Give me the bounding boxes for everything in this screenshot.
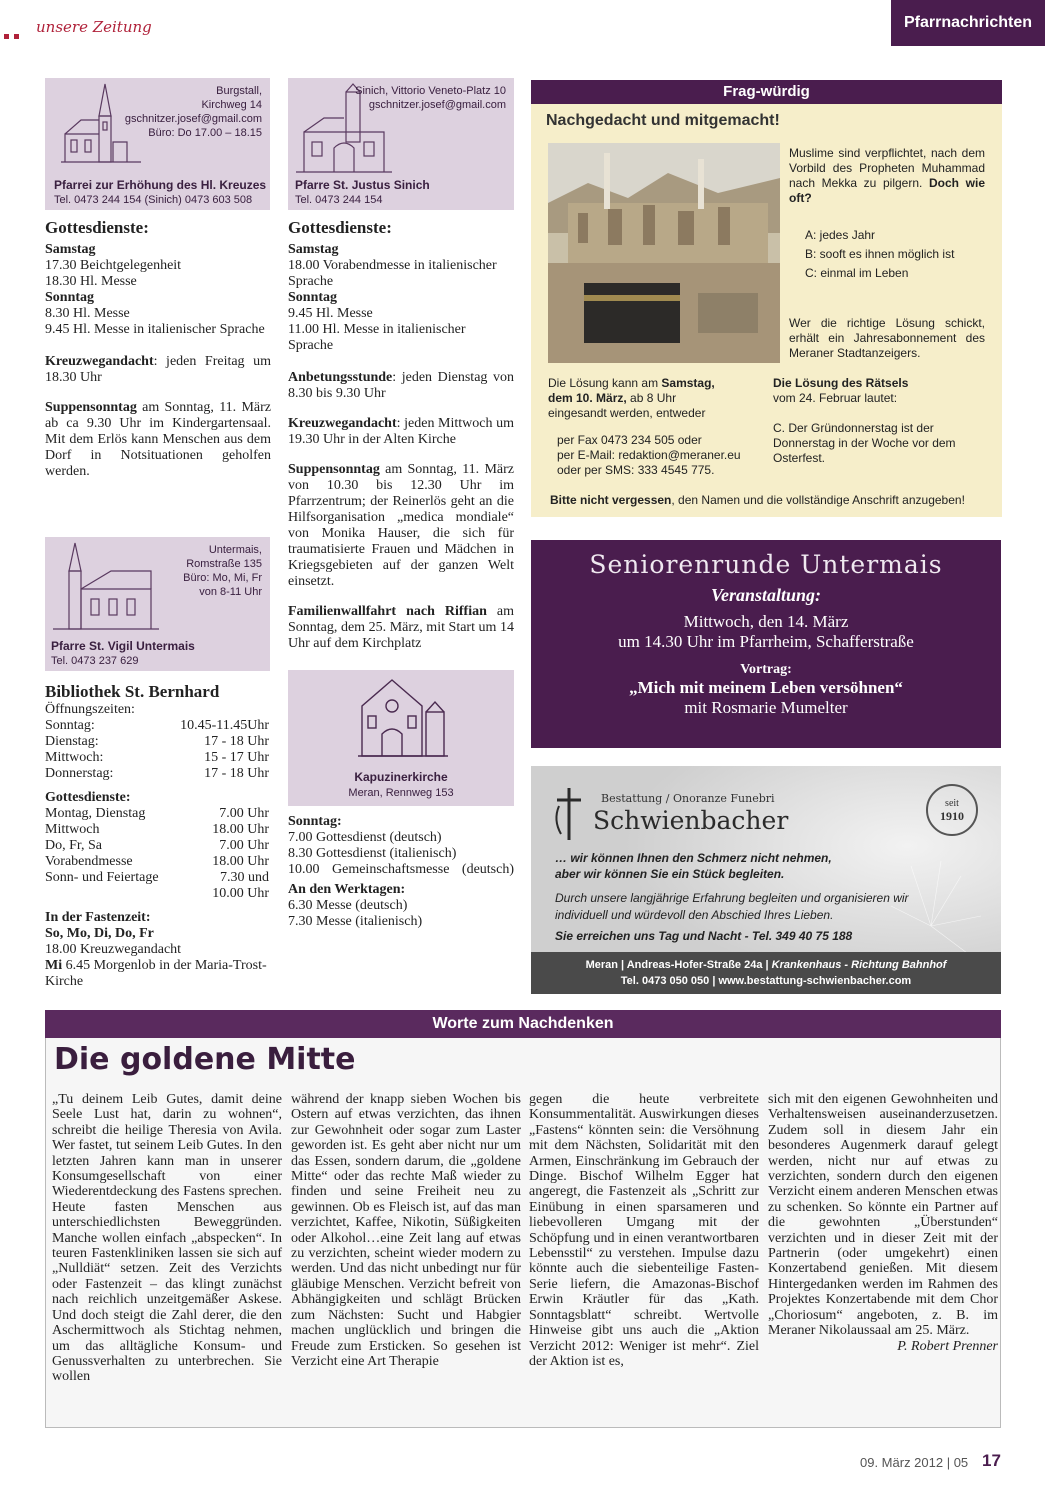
parish-box-justus [288,78,514,210]
funeral-ad [531,766,1001,994]
article-column-2: während der knapp sieben Wochen bis Ostern auf etwas verzichten, das ihnen zur Gewohnheit oder sogar zum Laster geworden ist. Es geht aber nicht nur um das Essen, sondern darum, die „goldene Mitte“ oder das rechte Maß wieder zu finden und seine Freiheit neu zu gewinnen. Ob es Fleisch ist, auf das man verzichtet, Kaffee, Nikotin, Süßigkeiten oder Alkohol…eine Zeit lang auf etwas zu verzichten, scheint wieder modern zu werden. Und das nicht unbedingt nur für gläubige Menschen. Verzicht befreit von Abhängigkeiten und schlägt Brücken zum Nächsten: Sucht und Habgier machen unglücklich und bringen die Freude zum Ersticken. So gesehen ist Verzicht eine Art Therapie [291,1092,521,1369]
parish-box-kreuz [45,78,270,210]
kapuziner-box [288,670,514,806]
ad-body: Durch unsere langjährige Erfahrung begleiten und organisieren wir individuell und würdevoll den Abschied Ihres Lieben. Sie erreichen uns Tag und Nacht - Tel. 349 40 75 188 [555,891,909,943]
kapuziner-name: Kapuzinerkirche [354,770,448,784]
quiz-subtitle: Nachgedacht und mitgemacht! [546,112,780,129]
mecca-photo [548,143,780,363]
quiz-solution: Die Lösung des Rätsels vom 24. Februar lautet: C. Der Gründonnerstag ist der Donnerstag in der Woche vor dem Osterfest. [773,376,956,465]
parish-address: Sinich, Vittorio Veneto-Platz 10 gschnitzer.josef@gmail.com [355,85,506,111]
issue-date: 09. März 2012 | 05 [860,1455,969,1470]
services-heading: Gottesdienste: [45,218,149,237]
article-column-1: „Tu deinem Leib Gutes, damit deine Seele Lust hat, darin zu wohnen“, schreibt die heilige Theresia von Avila. Wer fastet, tut seinem Leib Gutes. In den letzten Jahren kann man in unserer Konsumgesellschaft von einer Wiederentdeckung des Fastens sprechen. Heute fasten Menschen aus unterschiedlichsten Beweggründen. Manche wollen einfach „abspecken“. In teuren Fastenkliniken lassen sie sich auf „Nulldiät“ setzen. Zeit des Verzichts oder Fastenzeit – das klingt zunächst nach reichlich unzeitgemäßer Askese. Und doch steigt die Zahl derer, die den Aschermittwoch als Stichtag nehmen, um das alltägliche Konsum- und Genussverhalten zu unterbrechen. Sie wollen [52,1092,282,1385]
parish-tel: Tel. 0473 244 154 [295,194,383,206]
article-author: P. Robert Prenner [897,1338,998,1354]
ad-tagline: … wir können Ihnen den Schmerz nicht nehmen, aber wir können Sie ein Stück begleiten. [555,851,832,881]
column-kreuz-services: Gottesdienste: Samstag 17.30 Beichtgelegenheit 18.30 Hl. Messe Sonntag 8.30 Hl. Messe 9.45 Hl. Messe in italienischer Sprache Kreuzwegandacht: jeden Freitag um 18.30 Uhr Suppensonntag am Sonntag, 11. März ab ca 9.30 Uhr im Kindergartensaal. Mit dem Erlös kann Menschen aus dem Dorf in Notsituationen geholfen werden. [45,218,271,479]
senior-speaker: mit Rosmarie Mumelter [684,698,848,717]
parish-address: Untermais, Romstraße 135 Büro: Mo, Mi, Fr von 8-11 Uhr [183,544,262,598]
senior-topic: „Mich mit meinem Leben versöhnen“ [629,678,903,697]
quiz-contact: per Fax 0473 234 505 oder per E-Mail: redaktion@meraner.eu oder per SMS: 333 4545 775. [557,433,741,477]
quiz-prize: Wer die richtige Lösung schickt, erhält ein Jahresabonnement des Meraner Stadtanzeigers. [789,316,985,360]
ad-footer: Meran | Andreas-Hofer-Straße 24a | Krankenhaus - Richtung Bahnhof Tel. 0473 050 050 | www.bestattung-schwienbacher.com [531,952,1001,994]
church-icon [51,541,161,631]
quiz-box [531,80,1002,517]
senior-subtitle: Veranstaltung: [710,585,822,605]
column-justus-services: Gottesdienste: Samstag 18.00 Vorabendmesse in italienischer Sprache Sonntag 9.45 Hl. Messe 11.00 Hl. Messe in italienischer Sprache Anbetungsstunde: jeden Dienstag von 8.30 bis 9.30 Uhr Kreuzwegandacht: jeden Mittwoch um 19.30 Uhr in der Alten Kirche Suppensonntag am Sonntag, 11. März von 10.30 bis 12.30 Uhr im Pfarrzentrum; der Reinerlös geht an die Hilfsorganisation „medica mondiale“ von Monika Hauser, die sich für traumatisierte Frauen und Mädchen in Kriegsgebieten auf der ganzen Welt einsetzt. Familienwallfahrt nach Riffian am Sonntag, dem 25. März, mit Start um 14 Uhr auf dem Kirchplatz [288,218,514,651]
bibliothek-section: Bibliothek St. Bernhard Öffnungszeiten: Sonntag: 10.45-11.45Uhr Dienstag: 17 - 18 Uhr Mittwoch: 15 - 17 Uhr Donnerstag: 17 - 18 Uhr Gottesdienste: Montag, Dienstag 7.00 Uhr Mittwoch 18.00 Uhr Do, Fr, Sa 7.00 Uhr Vorabendmesse 18.00 Uhr Sonn- und Feiertage 7.30 und 10.00 Uhr In der Fastenzeit: So, Mo, Di, Do, Fr 18.00 Kreuzwegandacht Mi 6.45 Morgenlob in der Maria-Trost-Kirche [45,682,269,989]
parish-name: Pfarre St. Justus Sinich [295,178,430,192]
brand-dots [4,26,26,32]
article-section-bar: Worte zum Nachdenken [45,1010,1001,1038]
quiz-options: A: jedes Jahr B: sooft es ihnen möglich ist C: einmal im Leben [805,228,955,280]
kapuziner-address: Meran, Rennweg 153 [348,787,454,799]
bibliothek-title: Bibliothek St. Bernhard [45,682,220,701]
article-column-4: sich mit den eigenen Gewohnheiten und Verhaltensweisen auseinanderzusetzen. Zudem soll in diesem Jahr ein besonderes Augenmerk darauf gelegt werden, nicht nur auf etwas zu verzichten, sondern durch den eigenen Verzicht einem anderen Menschen etwas zu schenken. So könnte ein Partner auf die gewohnten „Überstunden“ verzichten und in dieser Zeit mit der Partnerin (oder umgekehrt) einen Konzertabend genießen. Mit diesem Hintergedanken werden im Rahmen des Projektes Konzertabende mit dem Chor „Choriosum“ angeboten, z. B. im Meraner Nikolaussaal am 25. März. P. Robert Prenner [768,1092,998,1354]
quiz-reminder: Bitte nicht vergessen, den Namen und die vollständige Anschrift anzugeben! [550,493,965,507]
article-box [45,1038,1001,1428]
ad-company-name: Schwienbacher [593,806,789,835]
senior-title: Seniorenrunde Untermais [589,550,943,579]
parish-name: Pfarrei zur Erhöhung des Hl. Kreuzes [54,178,267,192]
senior-place: um 14.30 Uhr im Pfarrheim, Schafferstraße [618,632,914,651]
quiz-question: Muslime sind verpflichtet, nach dem Vorbild des Propheten Muhammad nach Mekka zu pilgern. Doch wie oft? [789,146,985,205]
ad-seal: seit 1910 [926,784,978,836]
parish-name: Pfarre St. Vigil Untermais [51,639,195,653]
senior-date: Mittwoch, den 14. März [683,612,849,631]
section-tab: Pfarrnachrichten [891,0,1045,46]
parish-box-vigil [45,537,270,671]
parish-tel: Tel. 0473 237 629 [51,655,139,667]
senior-vortrag-label: Vortrag: [740,662,792,677]
brand-logo: unsere Zeitung [36,18,152,36]
parish-address: Burgstall, Kirchweg 14 gschnitzer.josef@gmail.com Büro: Do 17.00 – 18.15 [124,85,262,139]
cross-icon [549,784,593,844]
article-column-3: gegen die heute verbreitete Konsummentalität. Auswirkungen dieses „Fastens“ könnten sein: die Versöhnung mit dem Nächsten, Solidarität mit den Armen, Einschränkung im Gebrauch der Dinge. Bischof Wilhelm Egger hat angeregt, die Fastenzeit als „Schritt zur Einübung in einen sparsameren und liebevolleren Umgang mit der Schöpfung und in einen verantwortbaren Lebensstil“ zu verstehen. Impulse dazu könnte auch die siebenteilige Fasten-Serie liefern, die Amazonas-Bischof Erwin Kräutler für das „Kath. Sonntagsblatt“ schreibt. Wertvolle Hinweise gibt uns auch die „Aktion Verzicht 2012: Weniger ist mehr“. Ziel der Aktion ist es, [529,1092,759,1369]
article-headline: Die goldene Mitte [54,1042,356,1077]
kapuziner-services: Sonntag: 7.00 Gottesdienst (deutsch) 8.30 Gottesdienst (italienisch) 10.00 Gemeinschaftsmesse (deutsch) An den Werktagen: 6.30 Messe (deutsch) 7.30 Messe (italienisch) [288,814,514,929]
services-heading: Gottesdienste: [288,218,392,237]
ad-small-title: Bestattung / Onoranze Funebri [601,792,775,805]
page-number: 17 [982,1451,1001,1470]
senior-event-box [531,540,1001,748]
quiz-title: Frag-würdig [531,80,1002,104]
quiz-send-info: Die Lösung kann am Samstag, dem 10. März, ab 8 Uhr eingesandt werden, entweder [548,376,715,420]
church-icon [358,676,448,760]
parish-tel: Tel. 0473 244 154 (Sinich) 0473 603 508 [54,194,253,206]
